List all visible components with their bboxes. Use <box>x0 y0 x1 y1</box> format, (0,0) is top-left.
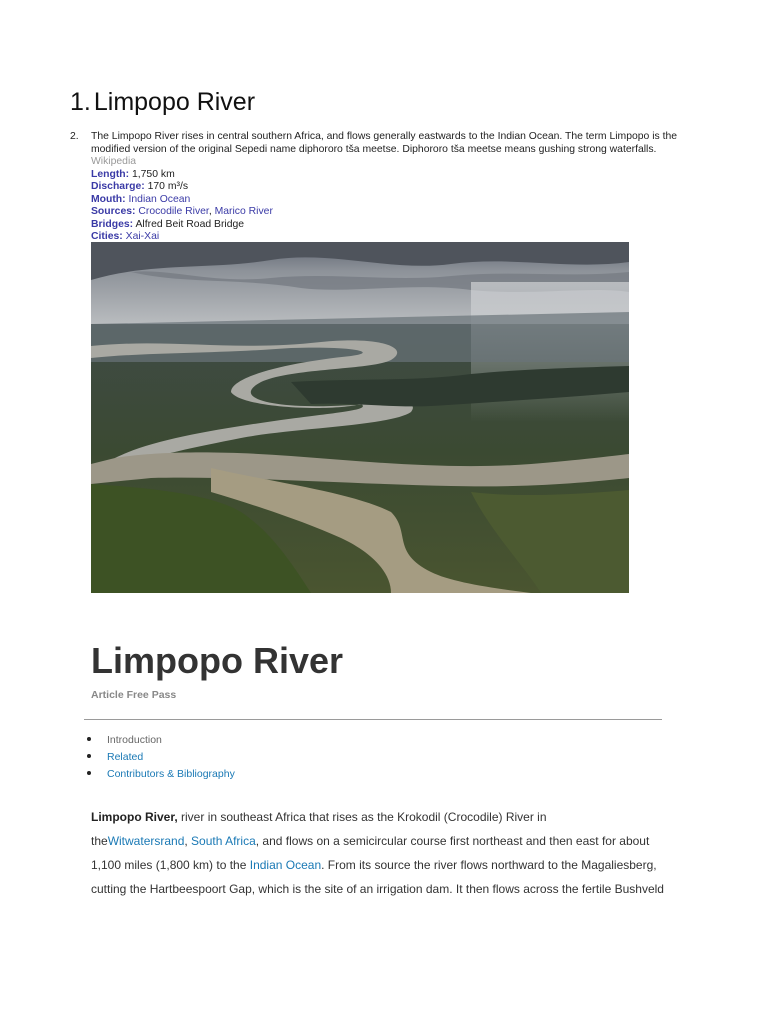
fact-length-label: Length: <box>91 168 130 180</box>
paragraph-text: cutting the Hartbeespoort Gap, which is the site of an irrigation dam. It then flows across the fertile Bushveld <box>91 882 664 896</box>
list-item <box>70 131 690 244</box>
article-subtitle: Article Free Pass <box>91 689 177 701</box>
article-paragraph <box>91 805 691 901</box>
south-africa-link[interactable]: South Africa <box>191 834 256 848</box>
fact-mouth-link[interactable]: Indian Ocean <box>128 193 191 205</box>
fact-source-marico-link[interactable]: Marico River <box>214 206 273 217</box>
toc-item-contributors[interactable] <box>87 767 235 784</box>
fact-length <box>91 169 690 182</box>
paragraph-line <box>91 829 691 853</box>
paragraph-text: the <box>91 834 108 848</box>
fact-bridges-value: Alfred Beit Road Bridge <box>135 218 245 230</box>
article-title: Limpopo River <box>91 640 344 681</box>
heading-number: 1. <box>70 88 91 116</box>
fact-cities-link[interactable]: Xai-Xai <box>125 231 160 242</box>
paragraph-text: 1,100 miles (1,800 km) to the <box>91 858 250 872</box>
toc-item-label: Related <box>107 751 144 763</box>
toc-item-label: Contributors & Bibliography <box>107 768 235 780</box>
witwatersrand-link[interactable]: Witwatersrand <box>107 834 185 848</box>
toc-item-label: Introduction <box>107 734 162 746</box>
indian-ocean-link[interactable]: Indian Ocean <box>249 858 322 872</box>
source-link[interactable]: Wikipedia <box>91 156 137 167</box>
paragraph-text: . From its source the river flows northward to the Magaliesberg, <box>321 858 657 872</box>
bullet-icon <box>87 737 91 741</box>
paragraph-line <box>91 805 691 829</box>
river-photo <box>91 242 629 593</box>
table-of-contents <box>87 733 235 784</box>
description-text: The Limpopo River rises in central southern Africa, and flows generally eastwards to the Indian Ocean. The term Limpopo is the modified version of the original Sepedi name diphororo tša meetse. Diphororo tša meetse means gushing strong waterfalls. <box>91 131 678 155</box>
fact-sources <box>91 206 690 219</box>
divider <box>84 719 662 720</box>
list-marker: 2. <box>70 131 79 142</box>
fact-discharge-label: Discharge: <box>91 181 145 192</box>
fact-cities-label: Cities: <box>91 231 123 242</box>
fact-discharge <box>91 181 690 194</box>
toc-item-related[interactable] <box>87 750 235 767</box>
fact-sources-label: Sources: <box>91 206 136 217</box>
heading-title: Limpopo River <box>93 88 256 116</box>
fact-discharge-value: 170 m³/s <box>147 181 189 192</box>
paragraph-line <box>91 877 691 901</box>
paragraph-text: river in southeast Africa that rises as the Krokodil (Crocodile) River in <box>177 810 547 824</box>
fact-source-crocodile-link[interactable]: Crocodile River <box>138 206 209 217</box>
paragraph-line <box>91 853 691 877</box>
fact-mouth-label: Mouth: <box>91 193 126 205</box>
fact-bridges-label: Bridges: <box>91 218 134 230</box>
bullet-icon <box>87 754 91 758</box>
toc-item-introduction[interactable] <box>87 733 235 750</box>
fact-bridges <box>91 219 690 232</box>
paragraph-text: , and flows on a semicircular course first northeast and then east for about <box>255 834 650 848</box>
bullet-icon <box>87 771 91 775</box>
paragraph-text: , <box>184 834 192 848</box>
river-description <box>91 131 690 169</box>
page-heading <box>70 88 255 117</box>
fact-mouth <box>91 194 690 207</box>
fact-length-value: 1,750 km <box>131 168 175 180</box>
fact-sources-separator: , <box>208 206 215 217</box>
paragraph-lead: Limpopo River, <box>91 810 178 824</box>
